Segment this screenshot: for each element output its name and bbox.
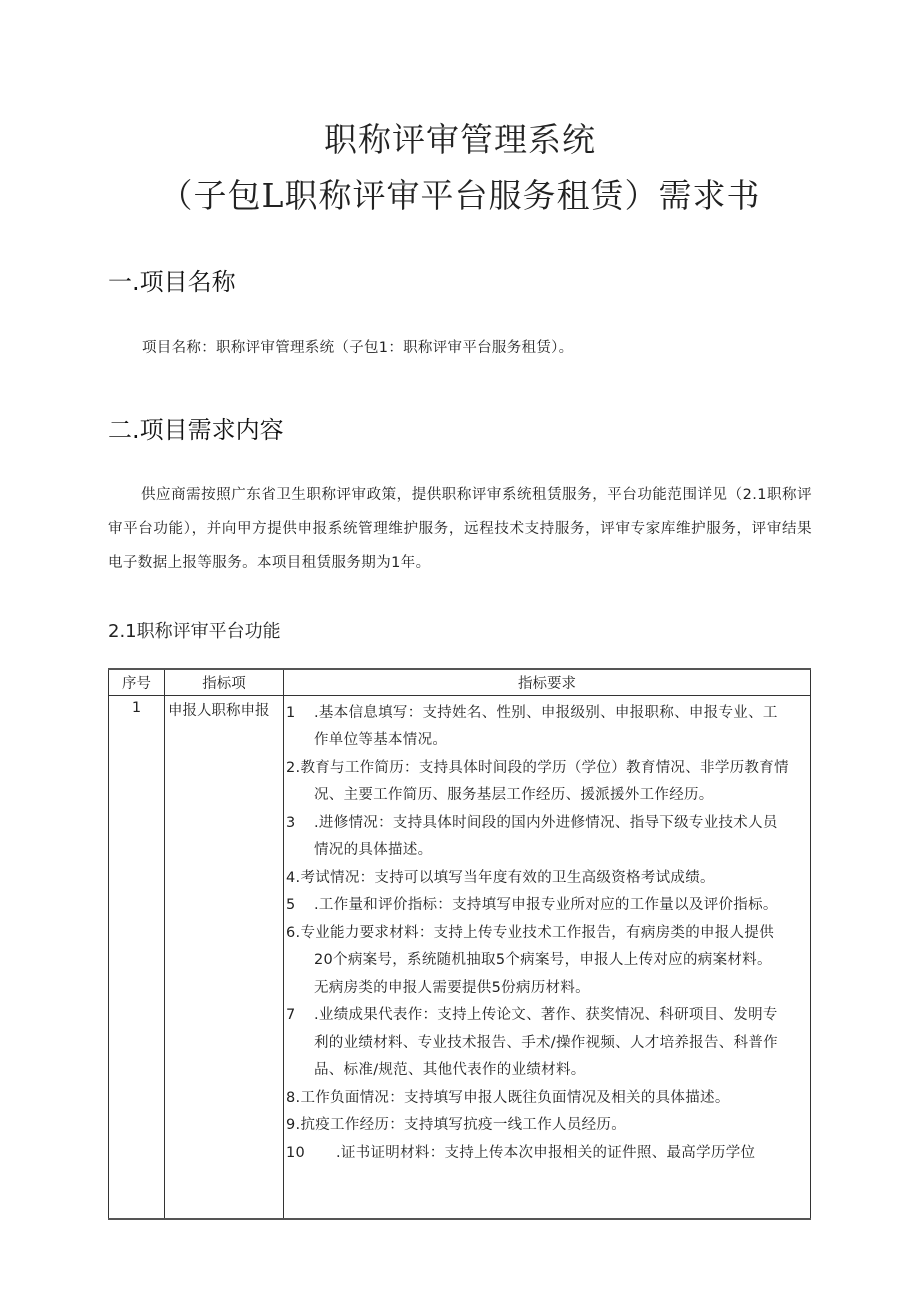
requirement-number: 1 [286,704,296,721]
requirement-item [286,1140,806,1168]
document-title: 职称评审管理系统 [324,120,596,159]
requirement-text: .证书证明材料：支持上传本次申报相关的证件照、最高学历学位 [336,1144,756,1161]
row-requirements [284,695,811,1219]
header-item: 指标项 [165,669,284,695]
requirement-first-line [286,1140,806,1168]
subsection-heading-platform-functions: 2.1职称评审平台功能 [108,621,281,642]
requirement-number: 8. [286,1089,301,1106]
requirement-item [286,865,806,893]
requirement-text: .业绩成果代表作：支持上传论文、著作、获奖情况、科研项目、发明专 [314,1007,778,1023]
requirement-number: 9. [286,1117,301,1133]
requirement-number: 3 [286,814,296,831]
requirement-item [286,755,806,810]
requirements-table [108,668,811,1220]
requirement-first-line [286,865,806,893]
requirement-continuation: 作单位等基本情况。 [314,732,448,748]
requirement-text: 考试情况：支持可以填写当年度有效的卫生高级资格考试成绩。 [300,869,715,886]
requirement-continuation: 品、标准/规范、其他代表作的业绩材料。 [314,1062,586,1078]
requirement-first-line [286,810,806,838]
requirement-first-line [286,700,806,728]
requirement-item [286,810,806,865]
table-row [109,695,811,1219]
requirement-continuation: 20个病案号，系统随机抽取5个病案号，申报人上传对应的病案材料。 [314,952,772,968]
requirement-continuation: 利的业绩材料、专业技术报告、手术/操作视频、人才培养报告、科普作 [314,1034,778,1051]
project-name-text: 项目名称：职称评审管理系统（子包1：职称评审平台服务租赁）。 [142,340,574,356]
requirement-first-line [286,892,806,920]
requirement-text: 工作负面情况：支持填写申报人既往负面情况及相关的具体描述。 [300,1089,730,1106]
requirement-number: 4. [286,869,301,886]
requirement-continuation: 无病房类的申报人需要提供5份病历材料。 [314,979,590,996]
section-heading-project-name: 一.项目名称 [108,268,236,296]
requirement-text: 教育与工作简历：支持具体时间段的学历（学位）教育情况、非学历教育情 [300,759,789,776]
requirement-item [286,892,806,920]
requirement-number: 5 [286,897,296,913]
table-header-row [109,669,811,695]
requirement-continuation: 况、主要工作简历、服务基层工作经历、援派援外工作经历。 [314,787,714,803]
requirement-text: .工作量和评价指标：支持填写申报专业所对应的工作量以及评价指标。 [314,897,778,913]
requirement-text: .进修情况：支持具体时间段的国内外进修情况、指导下级专业技术人员 [314,814,778,831]
requirement-first-line [286,755,806,783]
section-heading-requirements: 二.项目需求内容 [108,416,284,444]
row-item: 申报人职称申报 [165,695,284,1219]
requirement-item [286,1085,806,1113]
header-requirements: 指标要求 [284,669,811,695]
requirements-paragraph: 供应商需按照广东省卫生职称评审政策，提供职称评审系统租赁服务，平台功能范围详见（2.1职称评审平台功能），并向甲方提供申报系统管理维护服务，远程技术支持服务，评审专家库维护服务，评审结果电子数据上报等服务。本项目租赁服务期为1年。 [108,487,812,571]
requirement-number: 10 [286,1144,306,1161]
requirement-number: 2. [286,759,301,776]
requirement-item [286,1112,806,1140]
requirement-text: .基本信息填写：支持姓名、性别、申报级别、申报职称、申报专业、工 [314,704,778,721]
requirement-number: 7 [286,1007,296,1023]
requirement-item [286,1002,806,1085]
requirement-first-line [286,1085,806,1113]
requirement-continuation: 情况的具体描述。 [314,842,433,858]
requirement-first-line [286,1112,806,1140]
requirements-list [286,700,806,1218]
requirement-number: 6. [286,924,301,941]
header-number: 序号 [109,669,165,695]
requirement-first-line [286,920,806,948]
requirement-text: 抗疫工作经历：支持填写抗疫一线工作人员经历。 [300,1117,627,1133]
requirement-first-line [286,1002,806,1030]
requirement-item [286,920,806,1003]
document-subtitle: （子包L职称评审平台服务租赁）需求书 [159,176,761,215]
row-number: 1 [109,695,165,1219]
requirement-text: 专业能力要求材料：支持上传专业技术工作报告，有病房类的申报人提供 [300,924,775,941]
requirement-item [286,700,806,755]
